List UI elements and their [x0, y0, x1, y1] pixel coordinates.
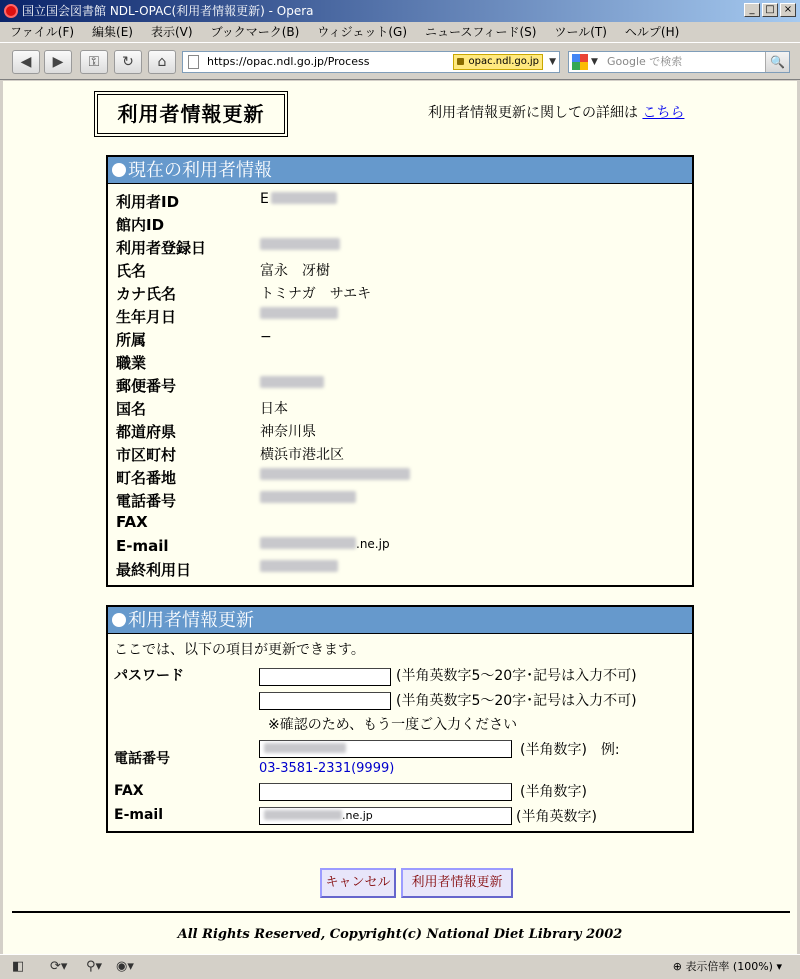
search-box[interactable]	[568, 51, 790, 73]
search-icon[interactable]: 🔍	[765, 52, 789, 72]
info-value-name: 富永 冴樹	[260, 263, 330, 279]
panel-toggle-icon[interactable]: ◧	[12, 959, 25, 974]
address-bar[interactable]	[182, 51, 560, 73]
info-value-kana: トミナガ サエキ	[260, 286, 372, 302]
google-icon[interactable]	[572, 54, 588, 70]
info-value-city: 横浜市港北区	[260, 447, 344, 463]
close-button[interactable]: ×	[780, 3, 796, 17]
info-label: 最終利用日	[116, 561, 192, 579]
menu-feeds[interactable]: ニュースフィード(S)	[425, 25, 537, 39]
info-label: 電話番号	[116, 492, 177, 510]
password-confirm-input[interactable]	[259, 692, 391, 710]
window-title: 国立国会図書館 NDL-OPAC(利用者情報更新) - Opera	[22, 4, 314, 18]
info-value-registered	[260, 237, 340, 253]
network-icon[interactable]: ⚲▾	[86, 959, 103, 974]
fax-hint: (半角数字)	[520, 784, 587, 800]
email-hint: (半角英数字)	[516, 809, 597, 825]
update-header	[108, 607, 692, 634]
info-value-postal	[260, 375, 324, 391]
forward-button[interactable]: ▶	[44, 50, 72, 74]
update-panel	[106, 605, 694, 833]
phone-example: 03-3581-2331(9999)	[259, 761, 395, 776]
address-url: https://opac.ndl.go.jp/Process	[207, 55, 370, 68]
bullet-icon	[112, 163, 126, 177]
info-label: 利用者ID	[116, 193, 180, 211]
info-value-user-id: E	[260, 191, 337, 207]
info-label: 都道府県	[116, 423, 177, 441]
copyright-text: All Rights Reserved, Copyright(c) National Diet Library 2002	[177, 927, 623, 942]
fax-label: FAX	[114, 783, 144, 799]
status-bar	[0, 954, 800, 979]
info-value-email: .ne.jp	[260, 537, 390, 551]
password-label: パスワード	[114, 668, 184, 684]
cancel-button[interactable]: キャンセル	[320, 868, 396, 898]
detail-text: 利用者情報更新に関しての詳細は	[428, 105, 638, 121]
info-label: E-mail	[116, 537, 169, 555]
info-value-last-used	[260, 559, 338, 575]
info-label: 市区町村	[116, 446, 177, 464]
page-viewport	[3, 81, 797, 954]
update-submit-button[interactable]: 利用者情報更新	[401, 868, 513, 898]
phone-hint: (半角数字) 例:	[520, 742, 620, 758]
zoom-level[interactable]: ⊕ 表示倍率 (100%) ▾	[672, 960, 782, 973]
current-info-panel	[106, 155, 694, 587]
footer-divider	[12, 911, 790, 913]
search-engine-dropdown-icon[interactable]: ▼	[591, 57, 598, 67]
update-title: 利用者情報更新	[128, 610, 254, 631]
info-label: 生年月日	[116, 308, 177, 326]
navigation-toolbar	[0, 42, 800, 80]
menu-help[interactable]: ヘルプ(H)	[624, 25, 680, 39]
menu-bookmarks[interactable]: ブックマーク(B)	[210, 25, 300, 39]
secure-site-badge[interactable]	[453, 54, 543, 70]
address-dropdown-icon[interactable]: ▼	[549, 57, 556, 67]
info-value-phone	[260, 490, 356, 506]
info-value-country: 日本	[260, 401, 288, 417]
zoom-icon: ⊕	[672, 960, 686, 973]
detail-note	[428, 102, 684, 122]
password-hint: (半角英数字5～20字･記号は入力不可)	[396, 668, 637, 684]
password-confirm-hint: (半角英数字5～20字･記号は入力不可)	[396, 693, 637, 709]
window-controls	[744, 3, 796, 17]
fax-input[interactable]	[259, 783, 512, 801]
minimize-button[interactable]: _	[744, 3, 760, 17]
confirm-note: ※確認のため、もう一度ご入力ください	[268, 717, 518, 733]
email-label: E-mail	[114, 807, 164, 823]
menu-view[interactable]: 表示(V)	[150, 25, 193, 39]
detail-link[interactable]: こちら	[642, 105, 685, 121]
window-title-bar	[0, 0, 800, 22]
wand-key-button[interactable]: ⚿	[80, 50, 108, 74]
info-label: 館内ID	[116, 216, 165, 234]
info-label: 国名	[116, 400, 147, 418]
home-button[interactable]: ⌂	[148, 50, 176, 74]
sync-icon[interactable]: ⟳▾	[50, 959, 68, 974]
search-placeholder: Google で検索	[607, 55, 683, 68]
menu-edit[interactable]: 編集(E)	[92, 25, 133, 39]
menu-bar	[0, 22, 800, 42]
page-icon	[188, 55, 199, 69]
info-value-birthdate	[260, 306, 338, 322]
password-input[interactable]	[259, 668, 391, 686]
current-info-header	[108, 157, 692, 184]
reload-button[interactable]: ↻	[114, 50, 142, 74]
page-title: 利用者情報更新	[94, 91, 288, 137]
bullet-icon	[112, 613, 126, 627]
maximize-button[interactable]: □	[762, 3, 778, 17]
info-value-prefecture: 神奈川県	[260, 424, 316, 440]
lock-icon-label: opac.ndl.go.jp	[468, 56, 539, 67]
info-label: FAX	[116, 513, 148, 531]
info-label: 利用者登録日	[116, 239, 207, 257]
menu-file[interactable]: ファイル(F)	[10, 25, 75, 39]
menu-tools[interactable]: ツール(T)	[554, 25, 607, 39]
back-button[interactable]: ◀	[12, 50, 40, 74]
email-input[interactable]: .ne.jp	[259, 807, 512, 825]
info-value-address	[260, 467, 410, 483]
info-label: 氏名	[116, 262, 147, 280]
phone-input[interactable]	[259, 740, 512, 758]
zoom-label: 表示倍率 (100%)	[685, 960, 773, 973]
menu-widgets[interactable]: ウィジェット(G)	[317, 25, 408, 39]
info-label: 郵便番号	[116, 377, 177, 395]
info-value-affiliation: −	[260, 329, 272, 345]
info-label: 所属	[116, 331, 147, 349]
status-icon[interactable]: ◉▾	[116, 959, 134, 974]
current-info-title: 現在の利用者情報	[128, 160, 272, 181]
phone-label: 電話番号	[114, 751, 170, 767]
update-intro: ここでは、以下の項目が更新できます。	[114, 642, 365, 658]
info-label: 職業	[116, 354, 147, 372]
info-label: カナ氏名	[116, 285, 177, 303]
opera-logo-icon	[4, 4, 18, 18]
info-label: 町名番地	[116, 469, 177, 487]
